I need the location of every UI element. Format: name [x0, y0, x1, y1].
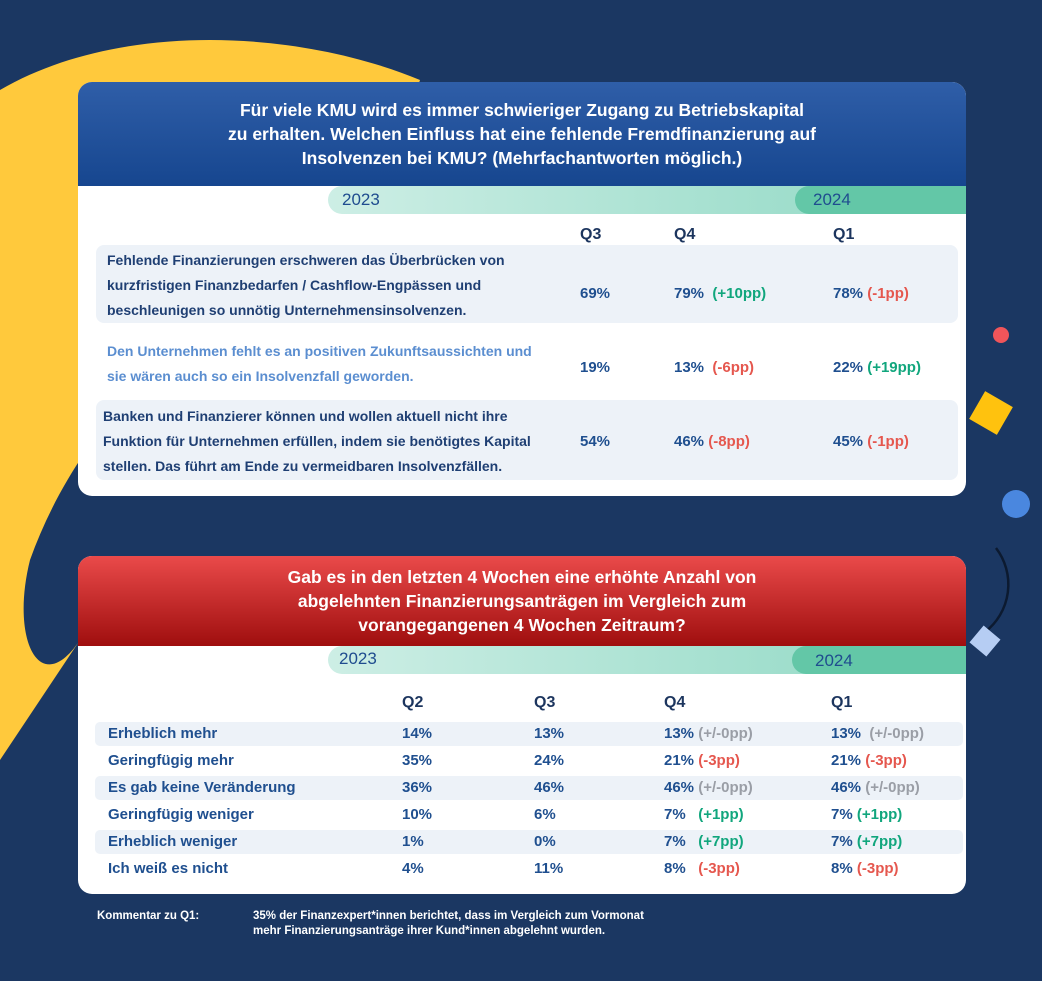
yellow-square — [969, 391, 1013, 435]
red-dot — [993, 327, 1009, 343]
value-q3: 13% — [534, 725, 565, 742]
value-q3: 46% — [534, 779, 565, 796]
column-header-q3: Q3 — [580, 226, 602, 243]
column-header-q2: Q2 — [402, 694, 424, 711]
value-q3: 69% — [580, 285, 611, 302]
value-q1: 46% (+/-0pp) — [831, 779, 920, 796]
value-q1: 7% (+7pp) — [831, 833, 903, 850]
black-arc — [985, 548, 1008, 632]
column-header-q1: Q1 — [833, 226, 855, 243]
light-blue-square — [970, 626, 1001, 657]
value-q3: 19% — [580, 359, 611, 376]
value-q4: 7% (+1pp) — [664, 806, 744, 823]
year-2023-label: 2023 — [339, 649, 377, 668]
value-q1: 21% (-3pp) — [831, 752, 907, 769]
value-q1: 7% (+1pp) — [831, 806, 903, 823]
value-q3: 11% — [534, 860, 564, 877]
row-label: Ich weiß es nicht — [108, 860, 229, 877]
row-label: Fehlende Finanzierungen erschweren das Überbrücken von kurzfristigen Finanzbedarfen / Cashflow-Engpässen und beschleunigen so unnötig Unternehmensinsolvenzen. — [107, 252, 505, 318]
year-band — [78, 186, 966, 214]
value-q2: 10% — [402, 806, 433, 823]
value-q4: 8% (-3pp) — [664, 860, 740, 877]
comment-label: Kommentar zu Q1: — [97, 910, 200, 922]
year-band — [78, 646, 966, 674]
value-q3: 24% — [534, 752, 565, 769]
value-q3: 6% — [534, 806, 556, 823]
year-2023-label: 2023 — [342, 190, 380, 209]
column-header-q4: Q4 — [664, 694, 686, 711]
value-q4: 13% (+/-0pp) — [664, 725, 753, 742]
row-label: Es gab keine Veränderung — [108, 779, 296, 796]
row-label: Erheblich mehr — [108, 725, 218, 742]
value-q3: 0% — [534, 833, 556, 850]
value-q4: 46% (+/-0pp) — [664, 779, 753, 796]
row-label: Den Unternehmen fehlt es an positiven Zukunftsaussichten und sie wären auch so ein Insolvenzfall geworden. — [107, 343, 532, 384]
blue-dot — [1002, 490, 1030, 518]
survey1-title: Für viele KMU wird es immer schwieriger Zugang zu Betriebskapital zu erhalten. Welchen Einfluss hat eine fehlende Fremdfinanzierung auf Insolvenzen bei KMU? (Mehrfachantworten möglich.) — [78, 82, 966, 186]
column-header-q4: Q4 — [674, 226, 696, 243]
row-label: Geringfügig mehr — [108, 752, 234, 769]
column-header-q1: Q1 — [831, 694, 853, 711]
value-q2: 1% — [402, 833, 424, 850]
value-q2: 14% — [402, 725, 433, 742]
value-q4: 7% (+7pp) — [664, 833, 744, 850]
column-header-q3: Q3 — [534, 694, 556, 711]
value-q1: 13% (+/-0pp) — [831, 725, 924, 742]
value-q3: 54% — [580, 433, 611, 450]
row-label: Erheblich weniger — [108, 833, 238, 850]
value-q1: 78% (-1pp) — [833, 285, 909, 302]
comment-text: 35% der Finanzexpert*innen berichtet, dass im Vergleich zum Vormonat mehr Finanzierungsanträge ihrer Kund*innen abgelehnt wurden. — [253, 910, 644, 937]
survey-card-financing-impact — [78, 82, 966, 496]
row-label: Banken und Finanzierer können und wollen aktuell nicht ihre Funktion für Unternehmen erfüllen, indem sie benötigtes Kapital stellen. Das führt am Ende zu vermeidbaren Insolvenzfällen. — [103, 408, 531, 474]
value-q2: 35% — [402, 752, 433, 769]
value-q4: 79% (+10pp) — [674, 285, 767, 302]
survey2-title: Gab es in den letzten 4 Wochen eine erhöhte Anzahl von abgelehnten Finanzierungsanträgen im Vergleich zum vorangegangenen 4 Wochen Zeitraum? — [78, 556, 966, 646]
value-q4: 21% (-3pp) — [664, 752, 740, 769]
value-q2: 4% — [402, 860, 424, 877]
row-label: Geringfügig weniger — [108, 806, 254, 823]
year-2024-label: 2024 — [815, 651, 853, 670]
year-2024-label: 2024 — [813, 190, 851, 209]
value-q2: 36% — [402, 779, 433, 796]
value-q4: 46% (-8pp) — [674, 433, 750, 450]
value-q1: 45% (-1pp) — [833, 433, 909, 450]
value-q1: 8% (-3pp) — [831, 860, 899, 877]
value-q1: 22% (+19pp) — [833, 359, 921, 376]
survey-card-rejected-applications — [78, 556, 966, 894]
value-q4: 13% (-6pp) — [674, 359, 755, 376]
